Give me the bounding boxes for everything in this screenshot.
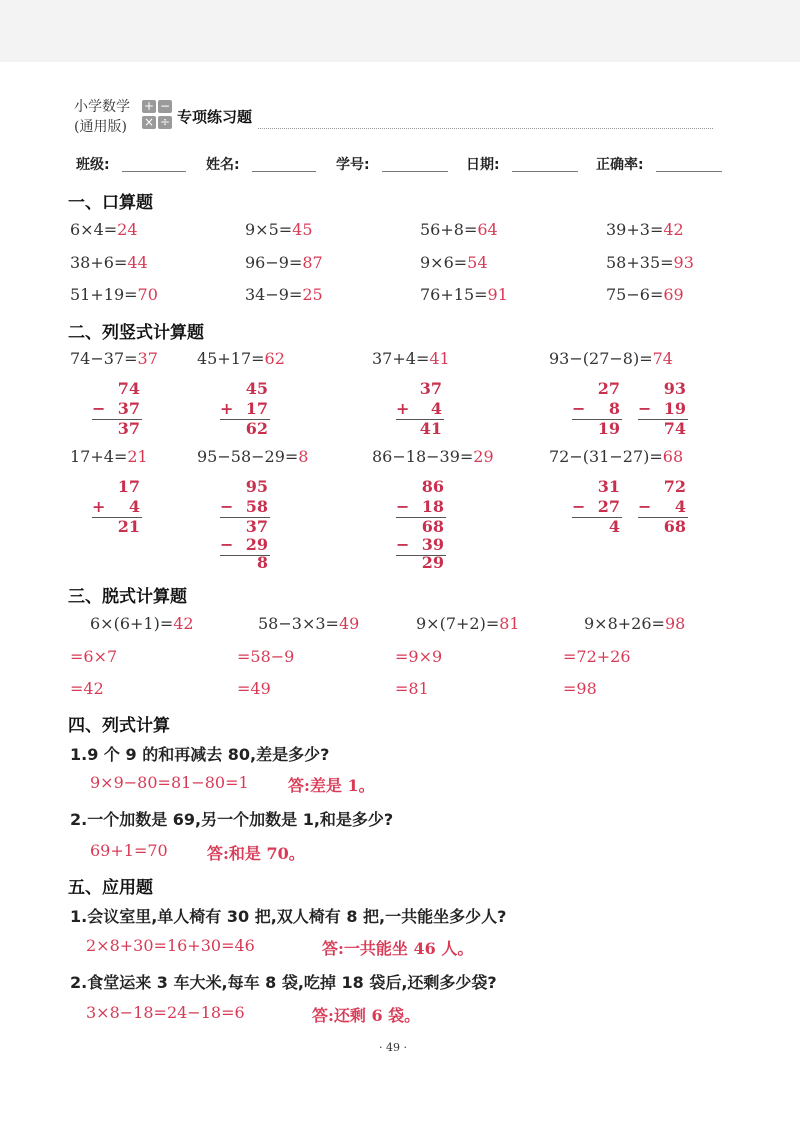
vertical-operator: −: [92, 399, 106, 418]
section-equation-calc: 四、列式计算: [68, 716, 170, 736]
vertical-equation: 72−(31−27)=68: [549, 447, 684, 466]
vertical-result: 62: [245, 419, 268, 438]
stepwise-step: =58−9: [237, 647, 295, 666]
vertical-result: 21: [117, 517, 140, 536]
equation-answer-1: 答:差是 1。: [288, 776, 375, 795]
vertical-operator: −: [396, 497, 410, 516]
vertical-operator: −: [572, 399, 586, 418]
stepwise-problem: 6×(6+1)=42: [90, 614, 194, 633]
vertical-digit: 37: [419, 379, 442, 398]
vertical-operator: −: [638, 497, 652, 516]
vertical-operator: +: [92, 497, 106, 516]
mental-item: 51+19=70: [70, 285, 158, 304]
vertical-digit: 4: [430, 399, 442, 418]
vertical-digit: 27: [597, 379, 620, 398]
plus-icon: +: [143, 99, 155, 113]
field-accuracy-blank[interactable]: [656, 171, 722, 172]
vertical-equation: 86−18−39=29: [372, 447, 494, 466]
vertical-operator: −: [572, 497, 586, 516]
vertical-digit: 86: [421, 477, 444, 496]
vertical-digit: 27: [597, 497, 620, 516]
vertical-operator: −: [638, 399, 652, 418]
vertical-equation: 74−37=37: [70, 349, 158, 368]
vertical-equation: 93−(27−8)=74: [549, 349, 673, 368]
vertical-result: 74: [663, 419, 686, 438]
vertical-digit: 31: [597, 477, 620, 496]
vertical-digit: 39: [421, 535, 444, 554]
mental-item: 6×4=24: [70, 220, 138, 239]
vertical-equation: 17+4=21: [70, 447, 148, 466]
vertical-digit: 93: [663, 379, 686, 398]
section-word-problems: 五、应用题: [68, 878, 153, 898]
divide-icon: ÷: [159, 115, 171, 129]
vertical-operator: +: [396, 399, 410, 418]
field-name-blank[interactable]: [252, 171, 316, 172]
scan-top-band: [0, 0, 800, 62]
stepwise-problem: 9×(7+2)=81: [416, 614, 520, 633]
brand-subject: 小学数学: [74, 99, 130, 115]
field-name-label: 姓名:: [206, 157, 240, 173]
vertical-digit: 45: [245, 379, 268, 398]
stepwise-step: =72+26: [563, 647, 631, 666]
word-problem-answer-2: 答:还剩 6 袋。: [312, 1006, 421, 1025]
page-number: · 49 ·: [379, 1041, 407, 1054]
stepwise-step: =6×7: [70, 647, 118, 666]
field-accuracy-label: 正确率:: [596, 157, 644, 173]
stepwise-step: =81: [395, 679, 429, 698]
times-icon: ×: [143, 115, 155, 129]
stepwise-step: =49: [237, 679, 271, 698]
word-problem-question-1: 1.会议室里,单人椅有 30 把,双人椅有 8 把,一共能坐多少人?: [70, 907, 507, 926]
vertical-digit: 19: [663, 399, 686, 418]
word-problem-calc-1: 2×8+30=16+30=46: [86, 936, 255, 955]
mental-item: 9×6=54: [420, 253, 488, 272]
equation-question-1: 1.9 个 9 的和再减去 80,差是多少?: [70, 745, 330, 764]
vertical-equation: 95−58−29=8: [197, 447, 309, 466]
vertical-digit: 74: [117, 379, 140, 398]
vertical-digit: 8: [608, 399, 620, 418]
vertical-equation: 37+4=41: [372, 349, 450, 368]
stepwise-problem: 58−3×3=49: [258, 614, 360, 633]
vertical-digit: 17: [117, 477, 140, 496]
section-mental-math: 一、口算题: [68, 193, 153, 213]
equation-question-2: 2.一个加数是 69,另一个加数是 1,和是多少?: [70, 810, 394, 829]
field-class-label: 班级:: [76, 157, 110, 173]
vertical-result: 37: [245, 517, 268, 536]
vertical-equation: 45+17=62: [197, 349, 285, 368]
equation-answer-calc-1: 9×9−80=81−80=1: [90, 773, 249, 792]
vertical-result: 19: [597, 419, 620, 438]
vertical-operator: −: [220, 497, 234, 516]
field-class-blank[interactable]: [122, 171, 186, 172]
mental-item: 39+3=42: [606, 220, 684, 239]
vertical-operator: −: [396, 535, 410, 554]
mental-item: 9×5=45: [245, 220, 313, 239]
vertical-result: 8: [256, 553, 268, 572]
mental-item: 38+6=44: [70, 253, 148, 272]
field-date-blank[interactable]: [512, 171, 578, 172]
mental-item: 58+35=93: [606, 253, 694, 272]
vertical-result: 29: [421, 553, 444, 572]
mental-item: 76+15=91: [420, 285, 508, 304]
mental-item: 75−6=69: [606, 285, 684, 304]
vertical-result: 68: [663, 517, 686, 536]
word-problem-calc-2: 3×8−18=24−18=6: [86, 1003, 245, 1022]
vertical-operator: −: [220, 535, 234, 554]
brand-edition: (通用版): [74, 119, 127, 135]
section-stepwise-calc: 三、脱式计算题: [68, 587, 187, 607]
stepwise-problem: 9×8+26=98: [584, 614, 686, 633]
equation-answer-calc-2: 69+1=70: [90, 841, 168, 860]
section-vertical-calc: 二、列竖式计算题: [68, 323, 204, 343]
vertical-result: 68: [421, 517, 444, 536]
mental-item: 56+8=64: [420, 220, 498, 239]
vertical-result: 37: [117, 419, 140, 438]
page-title: 专项练习题: [177, 108, 253, 126]
vertical-digit: 18: [421, 497, 444, 516]
vertical-result: 41: [419, 419, 442, 438]
header-divider: [258, 128, 713, 129]
vertical-digit: 17: [245, 399, 268, 418]
word-problem-answer-1: 答:一共能坐 46 人。: [322, 939, 474, 958]
field-student-id-blank[interactable]: [382, 171, 448, 172]
word-problem-question-2: 2.食堂运来 3 车大米,每车 8 袋,吃掉 18 袋后,还剩多少袋?: [70, 973, 497, 992]
mental-item: 34−9=25: [245, 285, 323, 304]
stepwise-step: =98: [563, 679, 597, 698]
vertical-digit: 37: [117, 399, 140, 418]
vertical-result: 4: [608, 517, 620, 536]
field-date-label: 日期:: [466, 157, 500, 173]
stepwise-step: =42: [70, 679, 104, 698]
vertical-digit: 58: [245, 497, 268, 516]
mental-item: 96−9=87: [245, 253, 323, 272]
field-student-id-label: 学号:: [336, 157, 370, 173]
vertical-digit: 4: [128, 497, 140, 516]
vertical-digit: 72: [663, 477, 686, 496]
minus-icon: −: [159, 99, 171, 113]
vertical-digit: 29: [245, 535, 268, 554]
vertical-digit: 4: [674, 497, 686, 516]
vertical-operator: +: [220, 399, 234, 418]
equation-answer-2: 答:和是 70。: [207, 844, 305, 863]
stepwise-step: =9×9: [395, 647, 443, 666]
vertical-digit: 95: [245, 477, 268, 496]
